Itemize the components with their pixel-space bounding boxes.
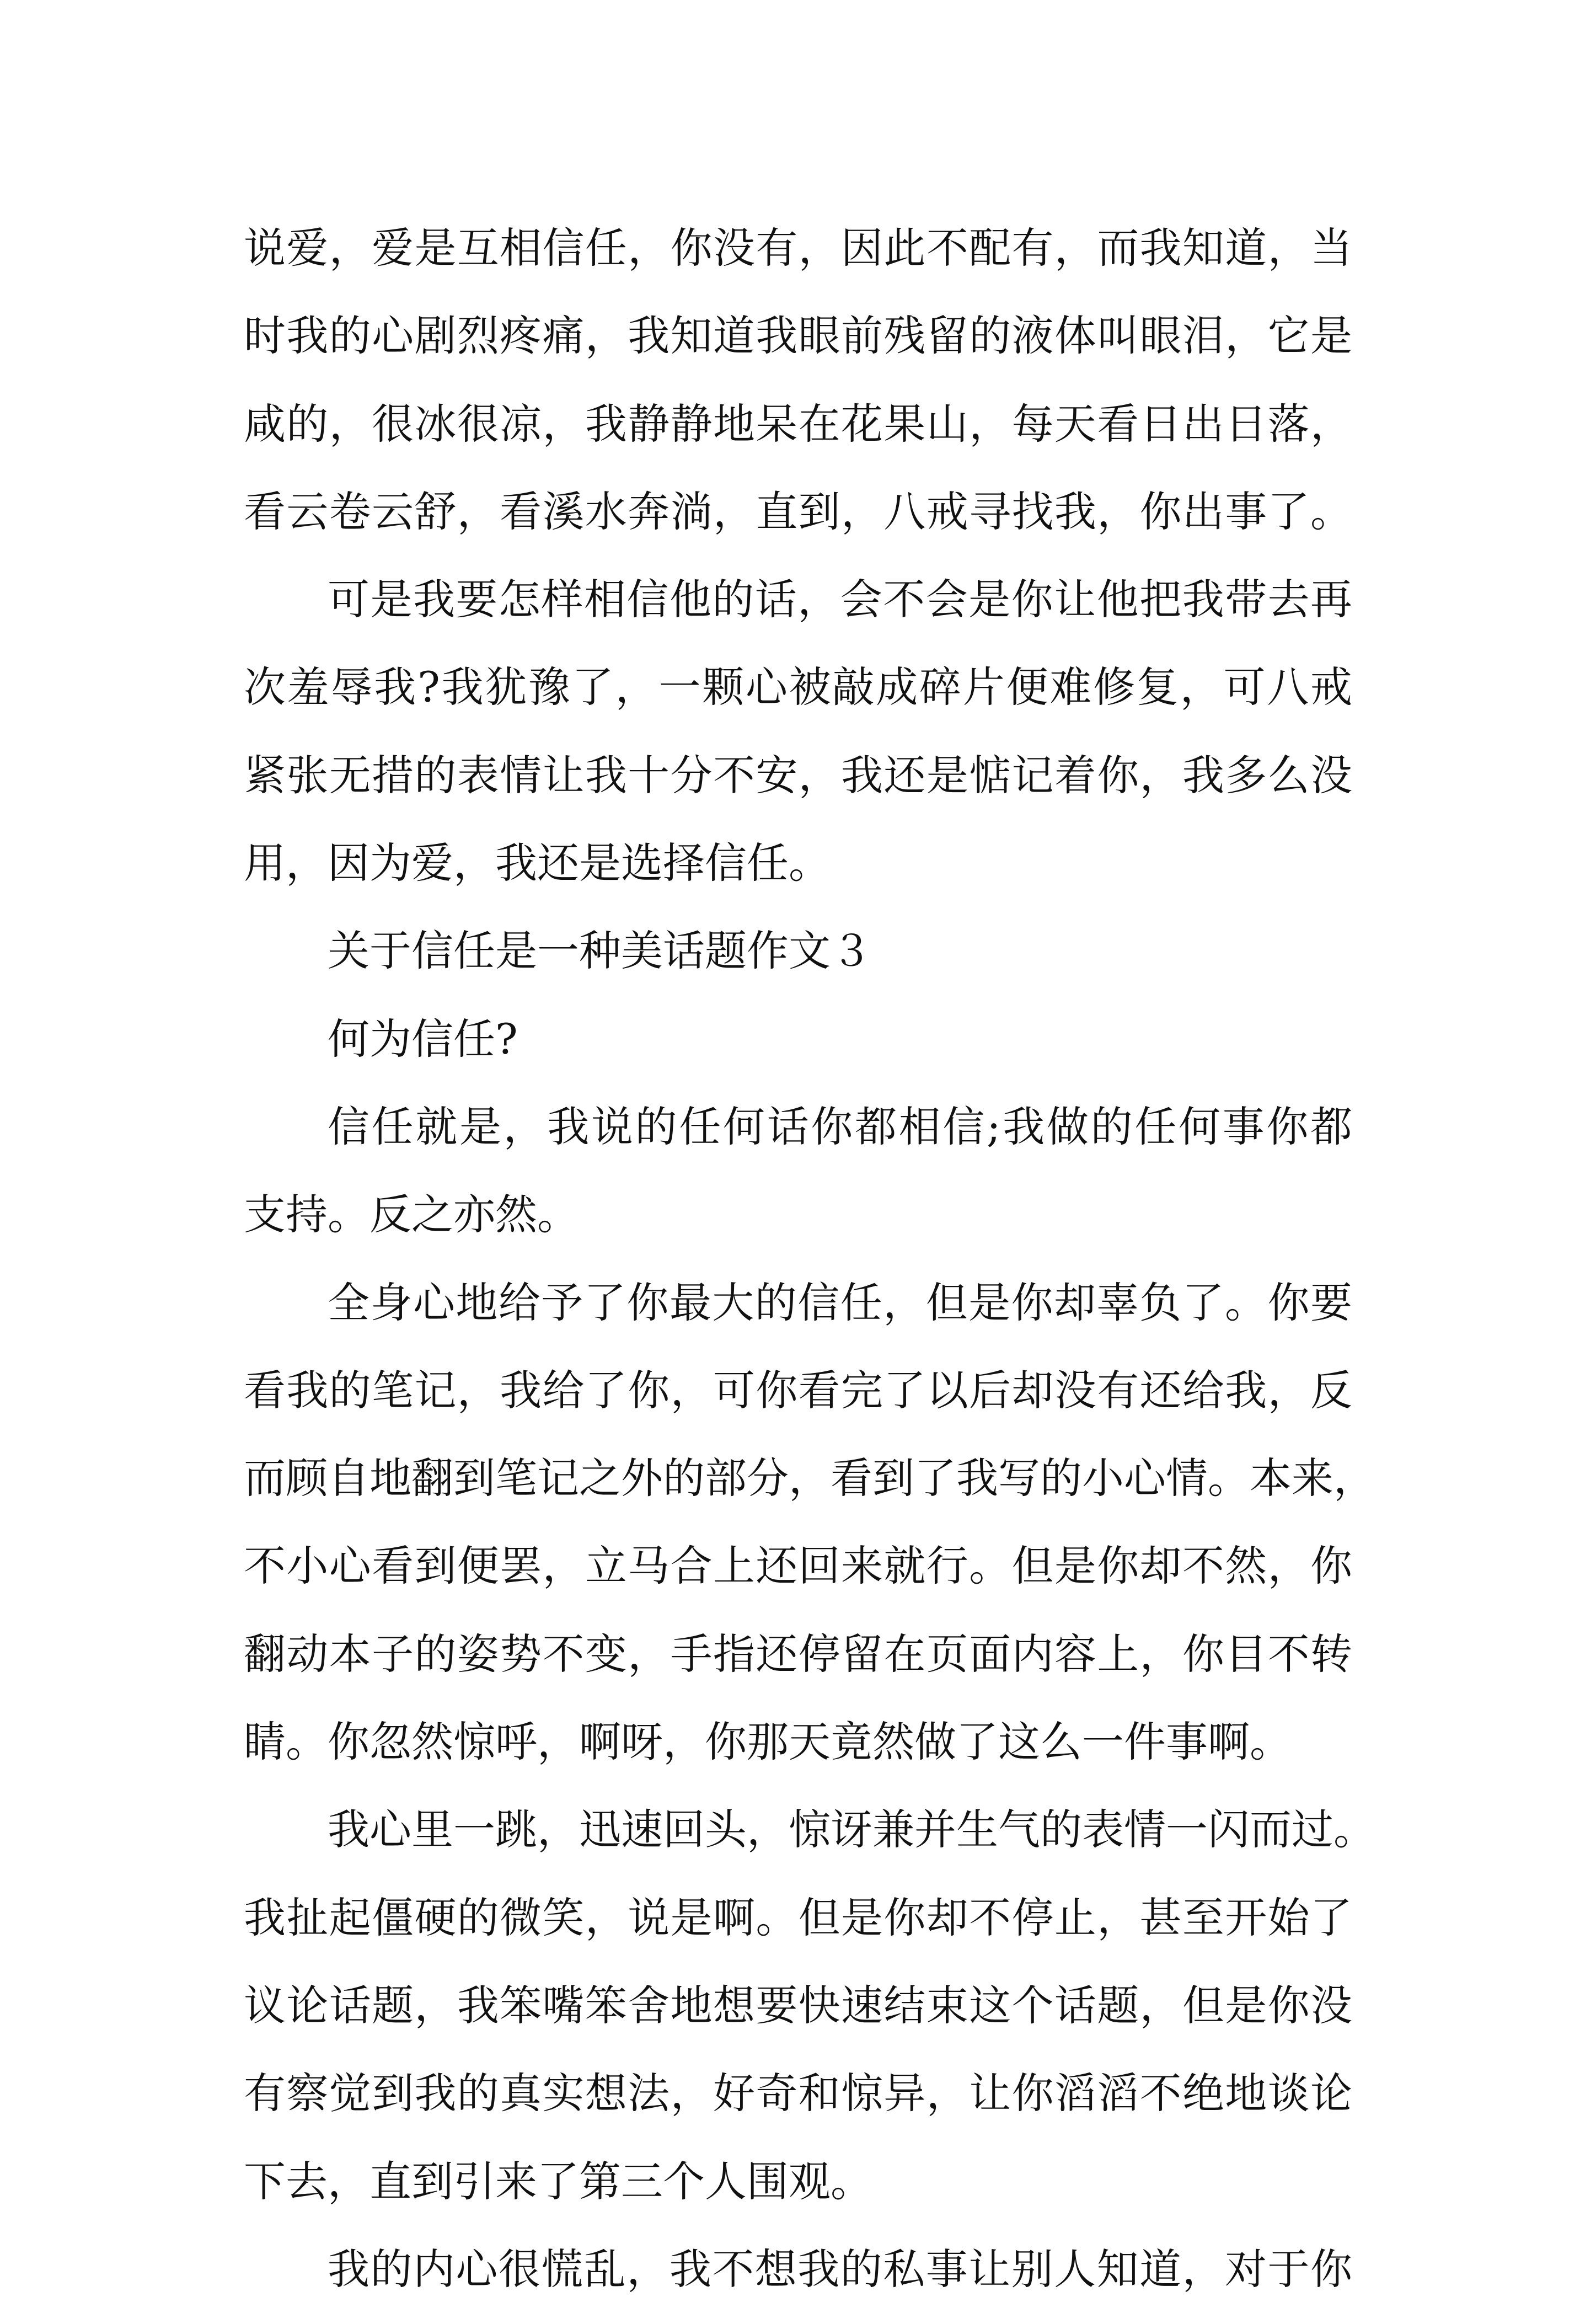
text-line: 可是我要怎样相信他的话，会不会是你让他把我带去再 <box>328 575 1352 624</box>
text-line: 咸的，很冰很凉，我静静地呆在花果山，每天看日出日落， <box>244 399 1352 448</box>
text-line: 支持。反之亦然。 <box>244 1190 579 1240</box>
text-line: 我心里一跳，迅速回头，惊讶兼并生气的表情一闪而过。 <box>328 1805 1375 1855</box>
text-line: 我扯起僵硬的微笑，说是啊。但是你却不停止，甚至开始了 <box>244 1893 1352 1942</box>
text-line: 信任就是，我说的任何话你都相信;我做的任何事你都 <box>328 1102 1352 1151</box>
text-line: 睛。你忽然惊呼，啊呀，你那天竟然做了这么一件事啊。 <box>244 1717 1292 1767</box>
text-line: 不小心看到便罢，立马合上还回来就行。但是你却不然，你 <box>244 1541 1352 1591</box>
text-line: 我的内心很慌乱，我不想我的私事让别人知道，对于你 <box>328 2244 1352 2294</box>
text-line: 关于信任是一种美话题作文３ <box>328 926 872 976</box>
text-line: 有察觉到我的真实想法，好奇和惊异，让你滔滔不绝地谈论 <box>244 2069 1352 2118</box>
text-line: 何为信任? <box>328 1014 518 1064</box>
text-line: 议论话题，我笨嘴笨舍地想要快速结束这个话题，但是你没 <box>244 1980 1352 2030</box>
text-line: 下去，直到引来了第三个人围观。 <box>244 2156 872 2206</box>
text-line: 时我的心剧烈疼痛，我知道我眼前残留的液体叫眼泪，它是 <box>244 311 1352 361</box>
text-line: 说爱，爱是互相信任，你没有，因此不配有，而我知道，当 <box>244 223 1352 273</box>
text-line: 紧张无措的表情让我十分不安，我还是惦记着你，我多么没 <box>244 750 1352 800</box>
text-line: 用，因为爱，我还是选择信任。 <box>244 838 831 888</box>
text-line: 看云卷云舒，看溪水奔淌，直到，八戒寻找我，你出事了。 <box>244 487 1352 536</box>
text-line: 全身心地给予了你最大的信任，但是你却辜负了。你要 <box>328 1278 1352 1327</box>
text-line: 看我的笔记，我给了你，可你看完了以后却没有还给我，反 <box>244 1365 1352 1415</box>
text-line: 次羞辱我?我犹豫了，一颗心被敲成碎片便难修复，可八戒 <box>244 663 1352 712</box>
text-line: 翻动本子的姿势不变，手指还停留在页面内容上，你目不转 <box>244 1629 1352 1679</box>
text-line: 而顾自地翻到笔记之外的部分，看到了我写的小心情。本来， <box>244 1454 1375 1503</box>
document-body <box>244 204 1375 2313</box>
